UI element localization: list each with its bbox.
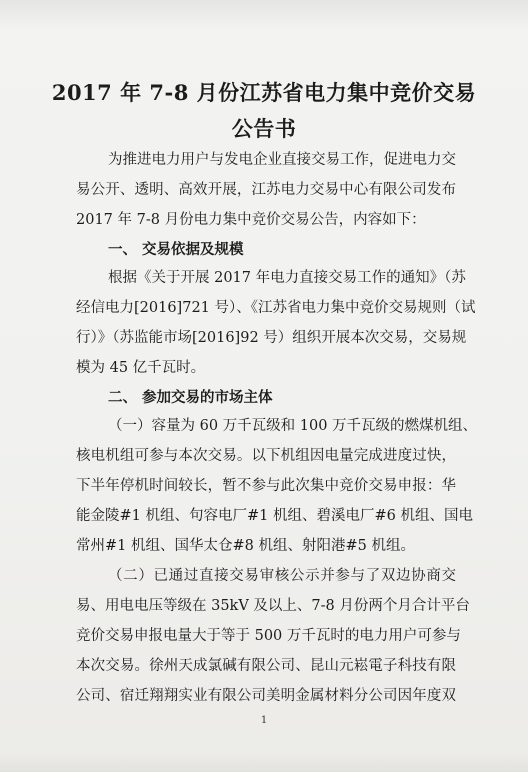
paragraph-line: （二）已通过直接交易审核公示并参与了双边协商交 (108, 568, 456, 584)
paragraph-line: 易公开、透明、高效开展，江苏电力交易中心有限公司发布 (76, 182, 456, 198)
paragraph-line: 根据《关于开展 2017 年电力直接交易工作的通知》（苏 (108, 270, 466, 286)
section-heading: 一、 交易依据及规模 (108, 241, 244, 258)
paragraph-line: 下半年停机时间较长，暂不参与此次集中竞价交易申报：华 (76, 478, 456, 494)
paragraph-line: 能金陵#1 机组、句容电厂#1 机组、碧溪电厂#6 机组、国电 (76, 508, 473, 524)
paragraph-line: 竞价交易申报电量大于等于 500 万千瓦时的电力用户可参与 (76, 628, 461, 644)
paragraph-line: 易、用电电压等级在 35kV 及以上、7-8 月份两个月合计平台 (76, 598, 470, 614)
paragraph-line: 核电机组可参与本次交易。以下机组因电量完成进度过快， (76, 448, 456, 464)
paragraph-line: 行）》（苏监能市场[2016]92 号）组织开展本次交易，交易规 (76, 330, 467, 346)
paragraph-line: （一）容量为 60 万千瓦级和 100 万千瓦级的燃煤机组、 (108, 418, 478, 434)
paragraph-line: 模为 45 亿千瓦时。 (76, 360, 206, 376)
section-heading: 二、 参加交易的市场主体 (108, 389, 273, 406)
paragraph-line: 2017 年 7-8 月份电力集中竞价交易公告，内容如下： (76, 212, 426, 228)
document-subtitle: 公告书 (231, 116, 297, 141)
paragraph-line: 经信电力[2016]721 号）、《江苏省电力集中竞价交易规则（试 (76, 300, 476, 316)
paragraph-line: 为推进电力用户与发电企业直接交易工作，促进电力交 (108, 152, 456, 168)
document-title: 2017 年 7-8 月份江苏省电力集中竞价交易 (51, 80, 477, 105)
paragraph-line: 公司、宿迁翔翔实业有限公司美明金属材料分公司因年度双 (76, 688, 456, 704)
page-number: 1 (260, 715, 268, 726)
paragraph-line: 本次交易。徐州天成氯碱有限公司、昆山元崧電子科技有限 (76, 658, 456, 674)
paragraph-line: 常州#1 机组、国华太仓#8 机组、射阳港#5 机组。 (76, 538, 415, 554)
